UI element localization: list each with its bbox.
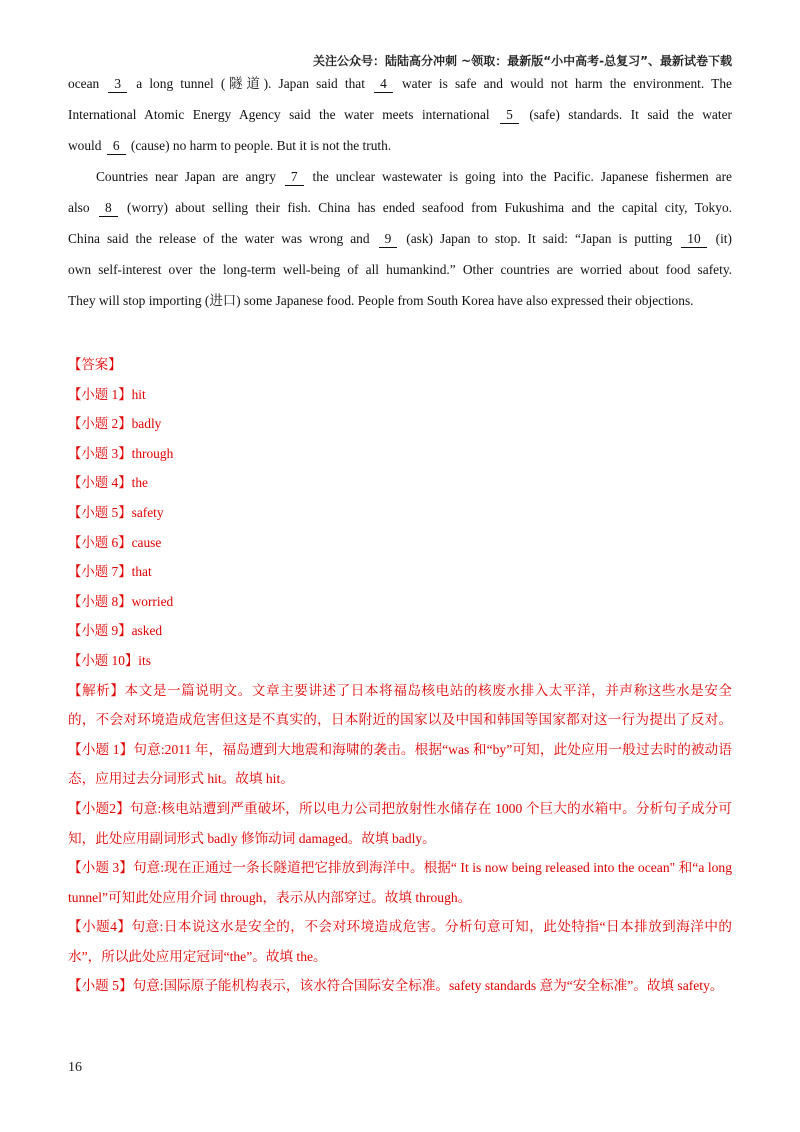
answer-item: 【小题 6】cause (68, 534, 162, 550)
passage-text: own self-interest over the long-term well-being of all humankind.” Other countries are worried about food safety. (68, 262, 732, 277)
passage-text: also (68, 200, 97, 215)
passage-line (68, 192, 732, 223)
analysis-section (68, 676, 732, 1002)
passage-line (68, 285, 732, 316)
analysis-paragraph: 【解析】本文是一篇说明文。文章主要讲述了日本将福岛核电站的核废水排入太平洋，并声称这些水是安全的，不会对环境造成危害但这是不真实的，日本附近的国家以及中国和韩国等国家都对这一行为提出了反对。【小题 1】句意:2011 年，福岛遭到大地震和海啸的袭击。根据“was 和“by”可知，此处应用一般过去时的被动语态，应用过去分词形式 hit。故填 hit。 (68, 682, 732, 787)
passage-text: (worry) about selling their fish. China has ended seafood from Fukushima and the capital city, Tokyo. (119, 200, 732, 215)
answer-item: 【小题 3】through (68, 445, 174, 461)
passage-line (68, 130, 732, 161)
answer-item: 【小题 2】badly (68, 416, 162, 432)
passage-text: (it) (708, 231, 732, 246)
passage-text: water is safe and would not harm the environment. The (394, 76, 732, 91)
passage-line (68, 223, 732, 254)
analysis-paragraph: 【小题4】句意:日本说这水是安全的，不会对环境造成危害。分析句意可知，此处特指“日本排放到海洋中的水”，所以此处应用定冠词“the”。故填 the。 (68, 919, 732, 964)
answer-item: 【小题 4】the (68, 475, 148, 491)
answer-heading: 【答案】 (68, 357, 122, 372)
analysis-paragraph: 【小题 3】句意:现在正通过一条长隧道把它排放到海洋中。根据“ It is now being released into the ocean" 和“a long tunnel”可知此处应用介词 through，表示从内部穿过。故填 through。 (68, 860, 732, 905)
passage-text: the unclear wastewater is going into the Pacific. Japanese fishermen are (305, 169, 732, 184)
passage (68, 68, 732, 316)
passage-text: (cause) no harm to people. But it is not the truth. (127, 138, 392, 153)
answer-blank: 3 (108, 76, 127, 93)
passage-text: (ask) Japan to stop. It said: “Japan is putting (399, 231, 680, 246)
answer-item: 【小题 9】asked (68, 623, 163, 639)
passage-text: Countries near Japan are angry (96, 169, 283, 184)
page-number: 16 (68, 1060, 82, 1075)
answer-item: 【小题 1】hit (68, 386, 146, 402)
answer-blank: 6 (107, 138, 126, 155)
passage-text: a long tunnel (隧道). Japan said that (129, 76, 373, 91)
passage-line (68, 99, 732, 130)
passage-text: China said the release of the water was wrong and (68, 231, 377, 246)
passage-line (68, 161, 732, 192)
answer-item: 【小题 8】worried (68, 593, 174, 609)
answer-blank: 9 (379, 231, 398, 248)
answer-item: 【小题 7】that (68, 564, 152, 580)
page-header: 关注公众号：陆陆高分冲刺 ~领取：最新版“小中高考-总复习”、最新试卷下载 (313, 54, 732, 68)
page-content (68, 68, 732, 1001)
answer-section (68, 350, 732, 676)
answer-blank: 7 (285, 169, 304, 186)
passage-text: They will stop importing (进口) some Japanese food. People from South Korea have also expressed their objections. (68, 293, 694, 308)
answer-item: 【小题 5】safety (68, 504, 164, 520)
passage-text: ocean (68, 76, 107, 91)
passage-text: International Atomic Energy Agency said the water meets international (68, 107, 499, 122)
analysis-paragraph: 【小题2】句意:核电站遭到严重破坏，所以电力公司把放射性水储存在 1000 个巨大的水箱中。分析句子成分可知，此处应用副词形式 badly 修饰动词 damaged。故填 badly。 (68, 800, 732, 846)
passage-text: would (68, 138, 105, 153)
answer-blank: 10 (681, 231, 706, 248)
answer-blank: 5 (500, 107, 519, 124)
answer-list (68, 380, 732, 676)
analysis-paragraph: 【小题 5】句意:国际原子能机构表示，该水符合国际安全标准。safety standards 意为“安全标准”。故填 safety。 (68, 978, 724, 994)
answer-blank: 4 (374, 76, 393, 93)
passage-line (68, 254, 732, 285)
answer-blank: 8 (99, 200, 118, 217)
passage-line (68, 68, 732, 99)
answer-item: 【小题 10】its (68, 652, 151, 668)
passage-text: (safe) standards. It said the water (520, 107, 732, 122)
